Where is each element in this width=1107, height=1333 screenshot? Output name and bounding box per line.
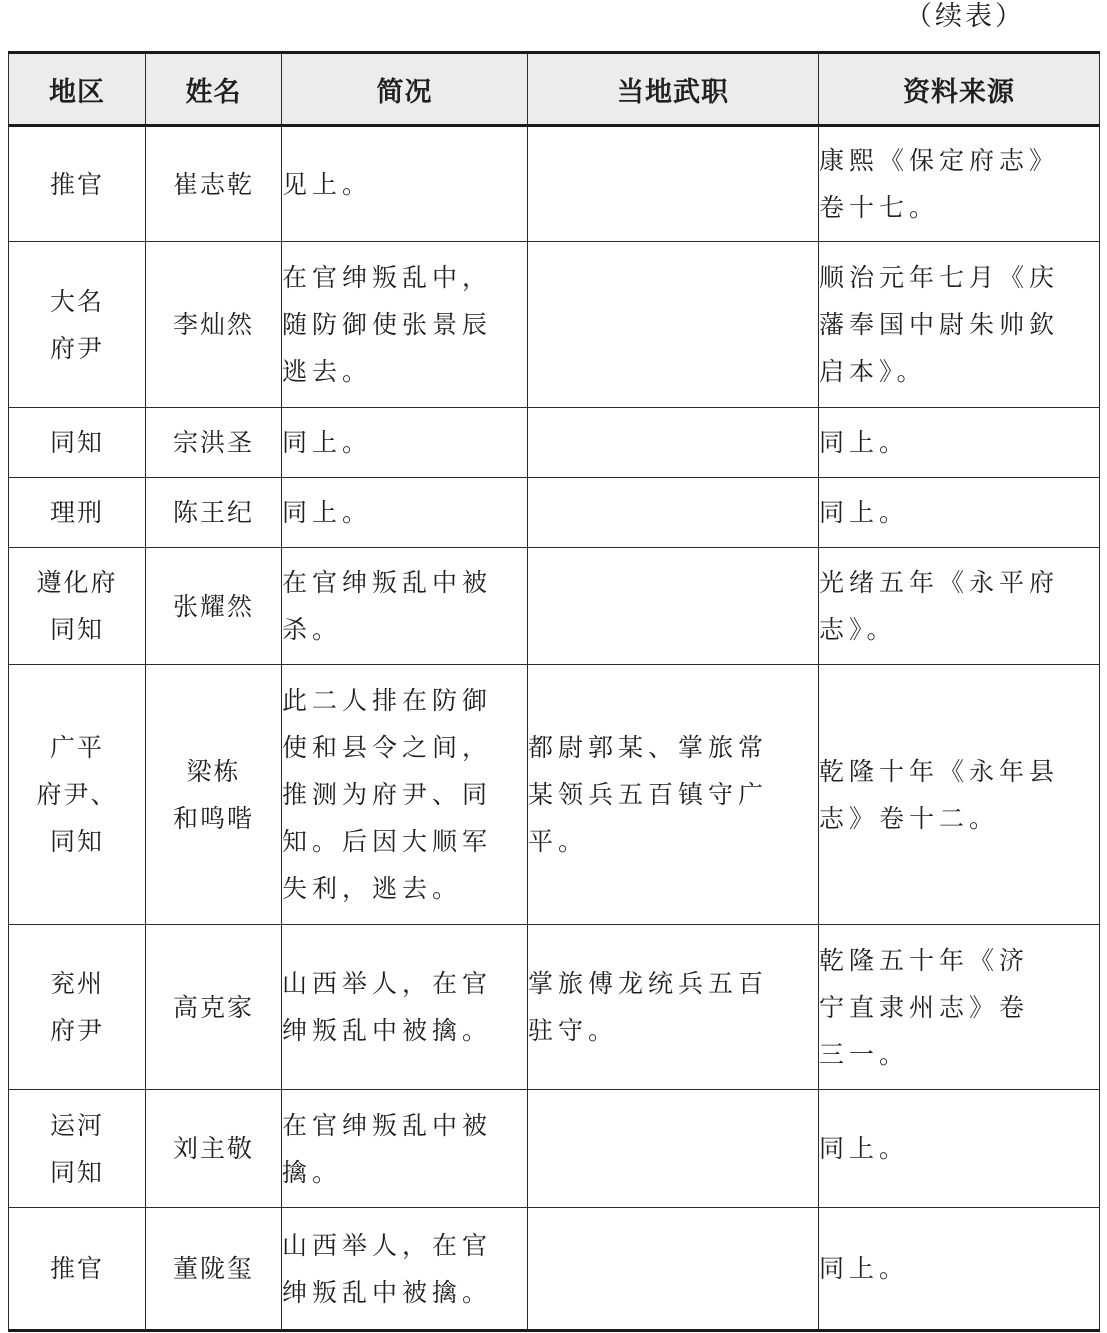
cell-military [528, 548, 819, 665]
cell-name [146, 478, 282, 548]
cell-summary [282, 665, 528, 925]
cell-name [146, 242, 282, 408]
cell-source-line: 志》。 [819, 615, 897, 644]
cell-summary-line: 在官绅叛乱中， [282, 263, 493, 292]
cell-source [819, 126, 1100, 242]
cell-region-line: 理刑 [49, 498, 104, 527]
cell-summary-line: 此二人排在防御 [282, 686, 493, 715]
cell-military [528, 478, 819, 548]
cell-summary-line: 山西举人，在官 [282, 1230, 493, 1260]
officials-table [8, 51, 1100, 1332]
cell-name-line: 和鸣喈 [172, 803, 254, 833]
cell-military-line: 平。 [528, 827, 589, 856]
cell-region-line: 广平 [49, 733, 104, 762]
cell-region [9, 548, 146, 665]
cell-summary [282, 1208, 528, 1331]
cell-source [819, 1090, 1100, 1208]
cell-name-line: 董陇玺 [172, 1254, 254, 1283]
cell-summary-line: 使和县令之间， [282, 733, 493, 762]
cell-name [146, 925, 282, 1090]
cell-summary-line: 逃去。 [282, 357, 373, 386]
cell-name [146, 665, 282, 925]
table-body [9, 126, 1100, 1331]
cell-region-line: 府尹 [49, 1016, 104, 1045]
table-row [9, 925, 1100, 1090]
cell-source-line: 同上。 [819, 428, 910, 457]
cell-military-line: 驻守。 [528, 1016, 619, 1045]
cell-name-line: 宗洪圣 [172, 428, 254, 457]
cell-military [528, 126, 819, 242]
cell-military-line: 都尉郭某、掌旅常 [528, 733, 769, 762]
cell-summary-line: 同上。 [282, 428, 373, 457]
cell-military [528, 408, 819, 478]
header-region: 地区 [9, 53, 146, 126]
cell-region-line: 同知 [49, 615, 104, 644]
cell-military [528, 925, 819, 1090]
cell-region-line: 兖州 [49, 969, 104, 998]
cell-summary [282, 408, 528, 478]
cell-name [146, 126, 282, 242]
table-row [9, 478, 1100, 548]
cell-name [146, 408, 282, 478]
cell-region [9, 1090, 146, 1208]
cell-source [819, 242, 1100, 408]
cell-region-line: 府尹、 [36, 780, 118, 809]
cell-name [146, 1090, 282, 1208]
cell-region [9, 665, 146, 925]
cell-summary [282, 548, 528, 665]
table-row [9, 242, 1100, 408]
table-row [9, 665, 1100, 925]
cell-summary [282, 126, 528, 242]
header-summary: 简况 [282, 53, 528, 126]
cell-name-line: 陈王纪 [172, 498, 254, 527]
cell-summary-line: 推测为府尹、同 [282, 780, 493, 809]
cell-source-line: 卷十七。 [819, 193, 940, 222]
header-military: 当地武职 [528, 53, 819, 126]
cell-source-line: 藩奉国中尉朱帅欽 [819, 310, 1060, 339]
cell-source-line: 同上。 [819, 498, 910, 527]
cell-summary [282, 478, 528, 548]
cell-name-line: 李灿然 [172, 310, 254, 339]
cell-region-line: 遵化府 [36, 568, 118, 597]
cell-name-line: 崔志乾 [172, 169, 254, 199]
cell-region-line: 同知 [49, 428, 104, 457]
table-row [9, 126, 1100, 242]
cell-summary-line: 知。后因大顺军 [282, 827, 493, 856]
cell-region-line: 府尹 [49, 333, 104, 363]
table-header [9, 53, 1100, 126]
cell-region [9, 408, 146, 478]
cell-source [819, 548, 1100, 665]
cell-region-line: 大名 [49, 286, 104, 316]
cell-source-line: 启本》。 [819, 357, 927, 386]
cell-region-line: 同知 [49, 1157, 104, 1187]
cell-source-line: 乾隆五十年《济 [819, 945, 1030, 975]
header-row [9, 53, 1100, 126]
cell-source [819, 665, 1100, 925]
cell-source-line: 同上。 [819, 1254, 910, 1283]
continued-table-label: （续表） [905, 1, 1025, 32]
table-row [9, 408, 1100, 478]
table-row [9, 548, 1100, 665]
cell-summary-line: 绅叛乱中被擒。 [282, 1277, 493, 1307]
cell-source-line: 康熙《保定府志》 [819, 146, 1060, 175]
cell-region-line: 同知 [49, 827, 104, 856]
cell-region [9, 242, 146, 408]
cell-region-line: 推官 [49, 1254, 104, 1283]
cell-source [819, 925, 1100, 1090]
table-row [9, 1090, 1100, 1208]
cell-region [9, 925, 146, 1090]
cell-military-line: 某领兵五百镇守广 [528, 780, 769, 809]
cell-source-line: 光绪五年《永平府 [819, 568, 1060, 597]
cell-military [528, 242, 819, 408]
cell-source-line: 同上。 [819, 1134, 910, 1163]
header-name: 姓名 [146, 53, 282, 126]
cell-source [819, 408, 1100, 478]
cell-source [819, 1208, 1100, 1331]
cell-source-line: 志》卷十二。 [819, 803, 1000, 833]
cell-summary-line: 在官绅叛乱中被 [282, 1110, 493, 1140]
cell-summary [282, 925, 528, 1090]
cell-name-line: 梁栋 [186, 756, 241, 786]
cell-summary-line: 失利，逃去。 [282, 874, 463, 903]
cell-source-line: 乾隆十年《永年县 [819, 756, 1060, 786]
cell-region [9, 1208, 146, 1331]
cell-source-line: 顺治元年七月《庆 [819, 263, 1060, 292]
cell-summary-line: 见上。 [282, 169, 373, 199]
cell-name [146, 1208, 282, 1331]
cell-summary-line: 擒。 [282, 1157, 343, 1187]
cell-summary-line: 在官绅叛乱中被 [282, 568, 493, 597]
cell-summary-line: 绅叛乱中被擒。 [282, 1016, 493, 1045]
cell-source [819, 478, 1100, 548]
cell-military [528, 1090, 819, 1208]
cell-name-line: 高克家 [172, 992, 254, 1022]
cell-summary-line: 山西举人，在官 [282, 969, 493, 998]
cell-region-line: 推官 [49, 169, 104, 199]
cell-source-line: 三一。 [819, 1039, 910, 1069]
cell-military-line: 掌旅傅龙统兵五百 [528, 969, 769, 998]
cell-summary-line: 随防御使张景辰 [282, 310, 493, 339]
cell-name-line: 刘主敬 [172, 1134, 254, 1163]
header-source: 资料来源 [819, 53, 1100, 126]
cell-region [9, 126, 146, 242]
cell-source-line: 宁直隶州志》卷 [819, 992, 1030, 1022]
cell-military [528, 1208, 819, 1331]
cell-region [9, 478, 146, 548]
cell-summary-line: 同上。 [282, 498, 373, 527]
cell-military [528, 665, 819, 925]
table-row [9, 1208, 1100, 1331]
cell-name-line: 张耀然 [172, 591, 254, 621]
cell-summary [282, 242, 528, 408]
cell-summary-line: 杀。 [282, 615, 343, 644]
cell-summary [282, 1090, 528, 1208]
cell-name [146, 548, 282, 665]
cell-region-line: 运河 [49, 1110, 104, 1140]
